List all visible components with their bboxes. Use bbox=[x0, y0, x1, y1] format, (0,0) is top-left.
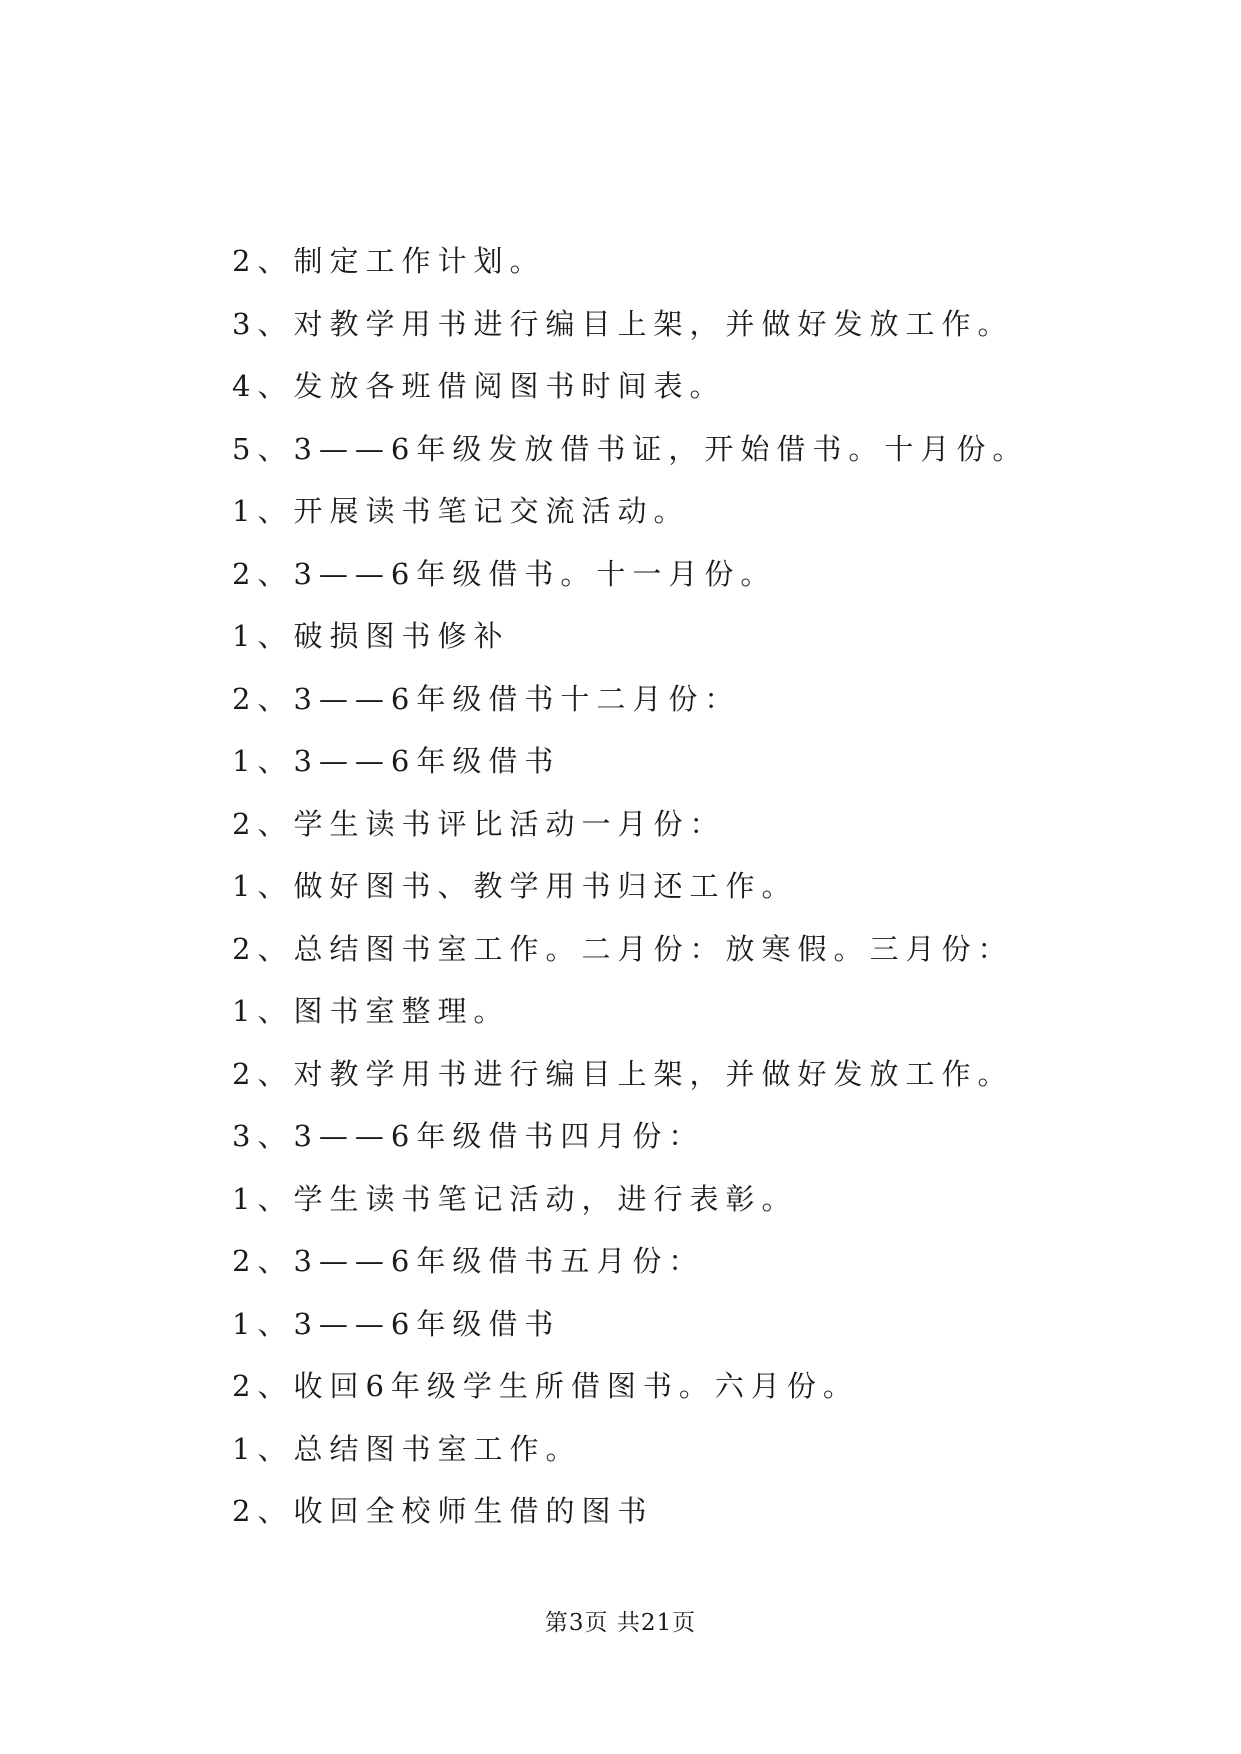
plan-line: 2、学生读书评比活动一月份： bbox=[232, 806, 726, 841]
plan-line: 2、对教学用书进行编目上架，并做好发放工作。 bbox=[232, 1056, 1014, 1091]
plan-line: 1、做好图书、教学用书归还工作。 bbox=[232, 869, 798, 903]
plan-list bbox=[232, 230, 1132, 1543]
plan-line: 2、总结图书室工作。二月份：放寒假。三月份： bbox=[232, 931, 1014, 966]
plan-line: 1、图书室整理。 bbox=[232, 994, 510, 1028]
plan-line: 2、制定工作计划。 bbox=[232, 244, 546, 278]
plan-line: 2、3——6年级借书十二月份： bbox=[232, 681, 741, 716]
plan-line: 3、3——6年级借书四月份： bbox=[232, 1119, 705, 1153]
plan-line: 1、学生读书笔记活动，进行表彰。 bbox=[232, 1181, 798, 1216]
plan-line: 2、收回6年级学生所借图书。六月份。 bbox=[232, 1369, 859, 1403]
plan-line: 2、收回全校师生借的图书 bbox=[232, 1494, 654, 1528]
plan-line: 1、破损图书修补 bbox=[232, 619, 510, 653]
page-number-footer: 第3页 共21页 bbox=[544, 1610, 697, 1636]
plan-line: 1、3——6年级借书 bbox=[232, 744, 561, 778]
plan-line: 1、总结图书室工作。 bbox=[232, 1431, 582, 1466]
plan-line: 2、3——6年级借书五月份： bbox=[232, 1244, 705, 1278]
plan-line: 2、3——6年级借书。十一月份。 bbox=[232, 556, 777, 591]
plan-line: 1、开展读书笔记交流活动。 bbox=[232, 494, 690, 528]
plan-line: 1、3——6年级借书 bbox=[232, 1306, 561, 1341]
plan-line: 4、发放各班借阅图书时间表。 bbox=[232, 369, 726, 403]
plan-line: 5、3——6年级发放借书证，开始借书。十月份。 bbox=[232, 431, 1029, 466]
plan-line: 3、对教学用书进行编目上架，并做好发放工作。 bbox=[232, 306, 1014, 341]
